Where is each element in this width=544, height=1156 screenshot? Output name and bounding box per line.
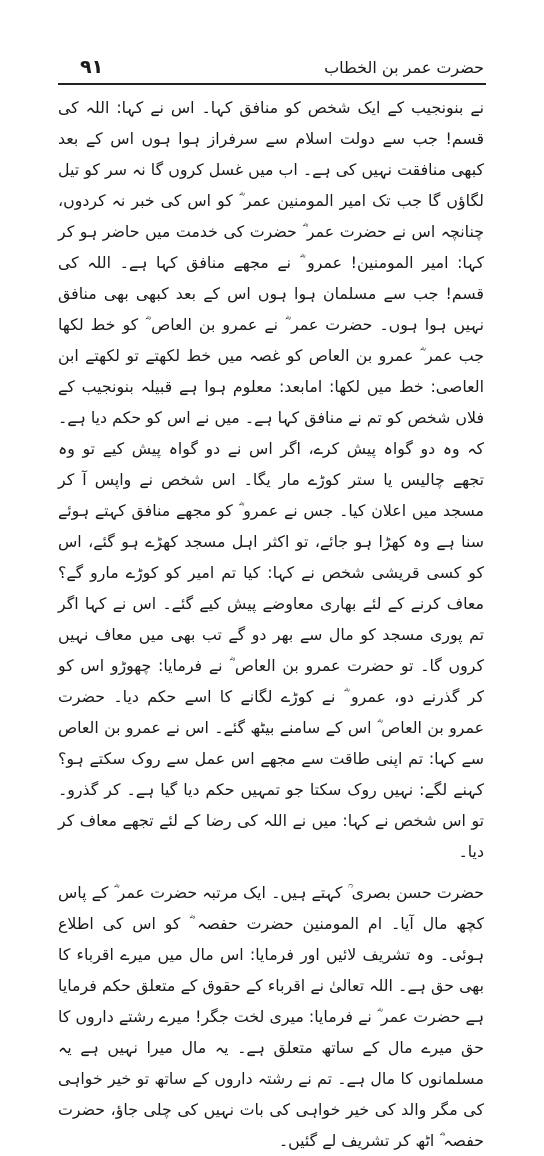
header-rule [58,83,486,85]
page-body [58,92,484,1156]
page-header [58,56,486,84]
paragraph: نے بنونجیب کے ایک شخص کو منافق کہا۔ اس نے کہا: اللہ کی قسم! جب سے دولت اسلام سے سرفراز ہوا ہوں اس کے بعد کبھی منافقت نہیں کی ہے۔ اب میں غسل کروں گا نہ سر کو تیل لگاؤں گا جب تک امیر المومنین عمر ؓ کو اس کی خبر نہ کردوں، چنانچہ اس نے حضرت عمر ؓ حضرت کی خدمت میں حاضر ہو کر کہا: امیر المومنین! عمرو ؓ نے مجھے منافق کہا ہے۔ اللہ کی قسم! جب سے مسلمان ہوا ہوں اس کے بعد کبھی بھی منافق نہیں ہوا ہوں۔ حضرت عمر ؓ نے عمرو بن العاص ؓ کو خط لکھا جب عمر ؓ عمرو بن العاص کو غصہ میں خط لکھتے تو لکھتے ابن العاصی: خط میں لکھا: امابعد: معلوم ہوا ہے قبیلہ بنونجیب کے فلاں شخص کو تم نے منافق کہا ہے۔ میں نے اس کو حکم دیا ہے۔ کہ وہ دو گواہ پیش کرے، اگر اس نے دو گواہ پیش کیے تو وہ تجھے چالیس یا ستر کوڑے مار یگا۔ اس شخص نے واپس آ کر مسجد میں اعلان کیا۔ جس نے عمرو ؓ کو مجھے منافق کہتے ہوئے سنا ہے وہ کھڑا ہو جائے، تو اکثر اہل مسجد کھڑے ہو گئے، اس کو کسی قریشی شخص نے کہا: کیا تم امیر کو کوڑے مارو گے؟ معاف کرنے کے لئے بھاری معاوضے پیش کیے گئے۔ اس نے کہا اگر تم پوری مسجد کو مال سے بھر دو گے تب بھی میں معاف نہیں کروں گا۔ تو حضرت عمرو بن العاص ؓ نے فرمایا: چھوڑو اس کو کر گذرنے دو، عمرو ؓ نے کوڑے لگانے کا اسے حکم دیا۔ حضرت عمرو بن العاص ؓ اس کے سامنے بیٹھ گئے۔ اس نے عمرو بن العاص سے کہا: تم اپنی طاقت سے مجھے اس عمل سے روک سکتے ہو؟ کہنے لگے: نہیں روک سکتا جو تمہیں حکم دیا گیا ہے۔ کر گذرو۔ تو اس شخص نے کہا: میں نے اللہ کی رضا کے لئے تجھے معاف کر دیا۔ [58,98,484,861]
running-title: حضرت عمر بن الخطاب [324,58,484,77]
page-number: ۹۱ [80,56,104,78]
paragraph: حضرت حسن بصری ؒ کہتے ہیں۔ ایک مرتبہ حضرت عمر ؓ کے پاس کچھ مال آیا۔ ام المومنین حضرت حفصہ ؓ کو اس کی اطلاع ہوئی۔ وہ تشریف لائیں اور فرمایا: اس مال میں میرے اقرباء کا بھی حق ہے۔ اللہ تعالیٰ نے اقرباء کے حقوق کے متعلق حکم فرمایا ہے حضرت عمر ؓ نے فرمایا: میری لخت جگر! میرے رشتے داروں کا حق میرے مال کے ساتھ متعلق ہے۔ یہ مال میرا نہیں ہے یہ مسلمانوں کا مال ہے۔ تم نے رشتہ داروں کے ساتھ تو خیر خواہی کی مگر والد کی خیر خواہی کی بات نہیں کی چلی جاؤ، حضرت حفصہ ؓ اٹھ کر تشریف لے گئیں۔ [58,883,484,1150]
